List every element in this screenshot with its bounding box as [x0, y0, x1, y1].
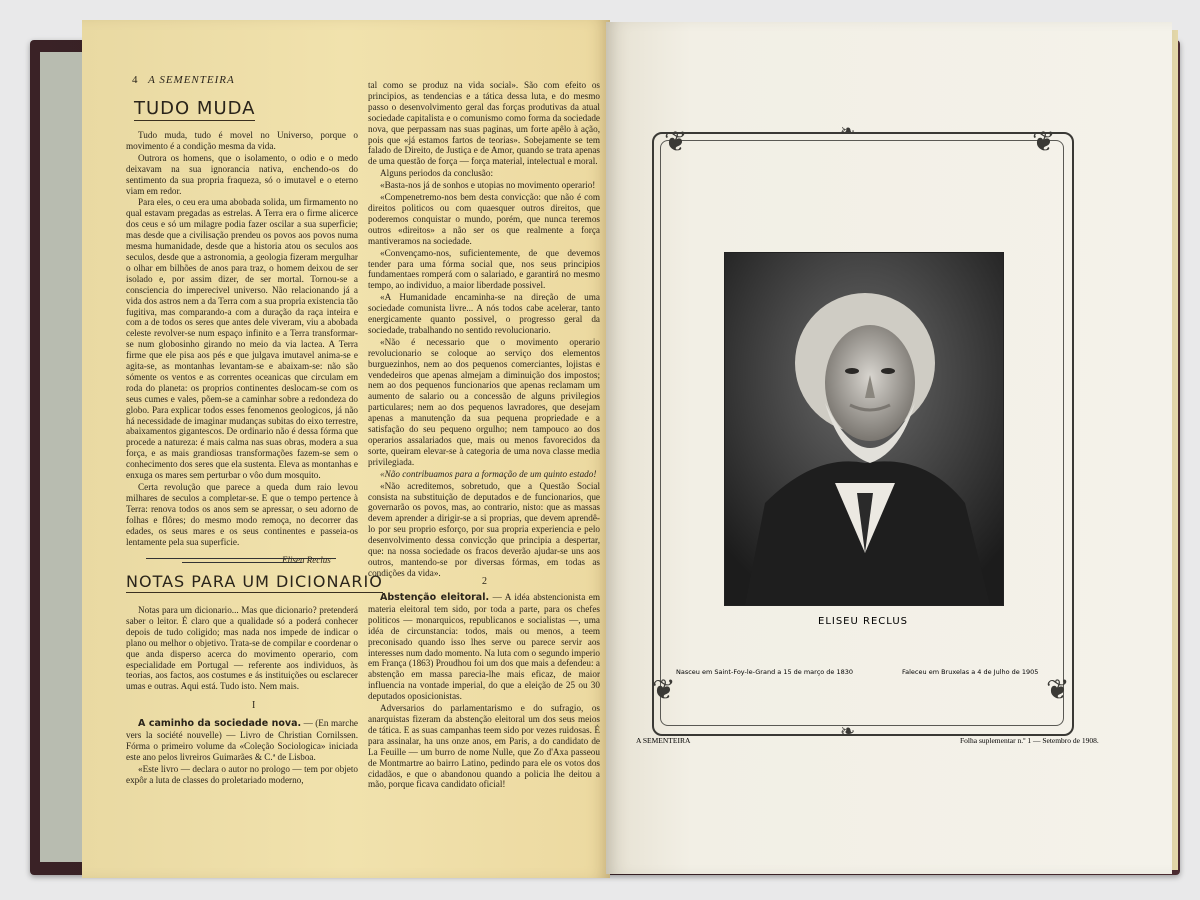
- died-note: Faleceu em Bruxelas a 4 de Julho de 1905: [902, 668, 1039, 676]
- entry-quote: «Este livro — declara o autor no prologo — tem por objeto expôr a luta de classes do proletariado moderno,: [126, 763, 358, 785]
- article-tudo-muda-body: [126, 130, 358, 548]
- paragraph: Outrora os homens, que o isolamento, o odio e o medo deixavam na sua ignorancia nativa, enchendo-os do sentimento da sua propria fraqueza, só o imutavel e o eterno viam em redor.: [126, 152, 358, 196]
- paragraph: Certa revolução que parece a queda dum raio levou milhares de seculos a completar-se. E que o tempo pertence à Terra: renova todos os anos sem se apressar, o seu adorno de folhas e flôres; do mesmo modo remoça, no decorrer das edades, os seus mares e os seus continentes e passeia-os lentamente pela sua superficie.: [126, 482, 358, 547]
- running-head: [132, 74, 235, 86]
- paragraph: tal como se produz na vida social». São com efeito os principios, as tendencias e a tática dessa luta, e do mesmo passo o desenvolvimento geral das forças produtivas da atual sociedade capitalista e o comunismo como forma da sociedade nova, que perpassam nas suas paginas, um forte apêlo à ação, pois que «já estamos fartos de teorias». Sobejamente se tem falado de Direito, de Justiça e de Amor, quando se trata apenas de uma questão de força — força material, intelectual e moral.: [368, 80, 600, 167]
- portrait-illustration: [725, 253, 1003, 605]
- paragraph: Para eles, o ceu era uma abobada solida, um firmamento no qual estavam pregadas as estrelas. A Terra era o firme alicerce dos ceus e só um milagre podia fazer oscilar a sua superficie; mas desde que a civilisação prendeu os povos aos povos numa mesma humanidade, desde que a historia atou os seculos aos seculos, desde que a astronomia, a geologia fizeram mergulhar o olhar em bilhões de anos para traz, o homem deixou de ser isolado e, por assim dizer, de ser mortal. Tornou-se a consciencia do imperecivel universo. Não relacionando já a vida dos astros nem a da Terra com a sua propria existencia tão fugitiva, mas comparando-a com a duração da raça inteira e com a de todos os seres que antes dele viveram, viu a abobada celeste revolver-se num espaço infinito e a Terra transformar-se num globosinho girando no meio da via lactea. A Terra firme que ele pisa aos pés e que julgava imutavel anima-se e agita-se, as montanhas levantam-se e abaixam-se: não são sómente os ventos e as correntes oceanicas que circulam em roda do planeta: os proprios continentes deslocam-se com os seus cumes e vales, põem-se a caminhar sobre a redondeza do globo. Para explicar todos esses fenomenos geologicos, já não há necessidade de imaginar mudanças subitas do eixo terrestre, abaixamentos gigantescos. De ordinario não é dessa fórma que procede a natureza: é mais calma nas suas obras, modera a sua força, e as mais grandiosas transformações fazem-se sem o conhecimento dos seres que ela sustenta. Eleva as montanhas e enxuga os mares sem perturbar o vôo dum mosquito.: [126, 197, 358, 481]
- paragraph: «Não acreditemos, sobretudo, que a Questão Social consista na substituição de deputados e de funcionarios, que governarão os povos, mas, ao contrario, nisto: que as massas devem aprender a dirigir-se a si proprias, que devem aprendê-lo por seu proprio esforço, por sua propria experiencia e pelo desenvolvimento dessa convicção que principia a despertar, que: na nossa sociedade os fracos deverão ajudar-se uns aos outros, mantendo-se por diversas fórmas, em todas as condições da vida».: [368, 480, 600, 578]
- article-title-notas: NOTAS PARA UM DICIONARIO: [126, 572, 383, 591]
- paragraph: «Basta-nos já de sonhos e utopias no movimento operario!: [380, 180, 596, 191]
- section-number: I: [252, 700, 256, 711]
- page-number: 4: [132, 74, 139, 86]
- footer-issue: Folha suplementar n.º 1 — Setembro de 1908.: [960, 736, 1099, 745]
- footer-journal: A SEMENTEIRA: [636, 736, 691, 745]
- paragraph: Adversarios do parlamentarismo e do sufragio, os anarquistas fizeram da abstenção eleitoral um dos seus meios de tática. E as suas campanhas teem sido por vezes ruidosas. É para assinalar, ha uns onze anos, em Paris, a do candidato de La Feuille — um burro de nome Nulle, que Zo d'Axa passeou de Montmartre ao bairro Latino, pedindo para ele os votos dos cidadãos, e que o abandonou quando a policia lhe deitou a mão, porque ficava candidato oficial!: [368, 703, 600, 790]
- born-note: Nasceu em Saint-Foy-le-Grand a 15 de março de 1830: [676, 668, 854, 676]
- paragraph: «A Humanidade encaminha-se na direção de uma sociedade comunista livre... A nós todos cabe acelerar, tanto energicamente quanto possivel, o progresso geral da sociedade, trabalhando no sentido revolucionario.: [368, 292, 600, 335]
- article-notas-intro: [126, 605, 358, 693]
- paragraph: Tudo muda, tudo é movel no Universo, porque o movimento é a condição mesma da vida.: [126, 130, 358, 151]
- corner-ornament-icon: ❦: [664, 125, 688, 158]
- entry-text: — (En marche vers la société nouvelle) — Livro de Christian Cornilssen. Fórma o primeiro volume da «Coleção Sociologica» iniciada este ano pelos livreiros Guimarães & C.ª de Lisboa.: [126, 718, 358, 762]
- paragraph: «Não é necessario que o movimento operario revolucionario se coloque ao serviço dos elementos burguezinhos, nem ao dos pequenos comerciantes, lojistas e vendedeiros que apenas almejam a diminuição dos impostos; nem ao dos pequenos funcionarios que apenas reclamam um aumento de salario ou a concessão de alguns privilegios particulares; nem ao dos pequenos lavradores, que desejam apenas a manutenção da sua pequena propriedade e a satisfação do seu pequeno orgulho; nem tampouco ao dos operarios assalariados que, mais ou menos favorecidos da sorte, queiram elevar-se à categoria de uma nova classe media privilegiada.: [368, 336, 600, 467]
- divider-rule: [182, 562, 302, 563]
- paragraph: «Compenetremo-nos bem desta convicção: que não é com direitos politicos ou com quaesquer outros direitos, que poderemos conquistar o mundo, porém, que nunca teremos outros «direitos» a não ser os que realmente a força mantiveramos na sociedade.: [368, 192, 600, 246]
- bottom-ornament-icon: ❧: [840, 721, 856, 742]
- top-ornament-icon: ❧: [840, 121, 856, 142]
- entry-text: — A idéa abstencionista em materia eleitoral tem sido, por toda a parte, para os chefes politicos — monarquicos, republicanos e socialistas —, uma idéa de circunstancia: todos, mais ou menos, a teem preconisado quando isso lhes serve ou parece servir aos interesses num dado momento. Na luta com o segundo imperio em França (1863) Proudhou foi um dos que mais a defendeu: a abstenção em massa parecia-lhe mais eficaz, de maior influencia na vontade imperial, do que a eleição de 25 ou 30 deputados oposicionistas.: [368, 592, 601, 702]
- portrait-caption: ELISEU RECLUS: [818, 616, 908, 627]
- article-title-tudo-muda: TUDO MUDA: [134, 98, 256, 119]
- entry-title: Abstenção eleitoral.: [380, 592, 490, 603]
- left-page: [82, 20, 610, 878]
- corner-ornament-icon: ❦: [1046, 673, 1070, 706]
- paragraph: Alguns periodos da conclusão:: [380, 168, 494, 179]
- corner-ornament-icon: ❦: [652, 673, 676, 706]
- paragraph: «Convençamo-nos, suficientemente, de que devemos tender para uma fórma social que, nos seus principios fundamentaes romperá com o salariado, e garantirá no mesmo tempo, ao individuo, a maior liberdade possivel.: [368, 247, 600, 291]
- corner-ornament-icon: ❦: [1032, 125, 1056, 158]
- entry-title: A caminho da sociedade nova.: [138, 718, 302, 729]
- entry-abstencao: [368, 592, 600, 791]
- journal-title: A SEMENTEIRA: [148, 74, 235, 86]
- portrait-photo: [724, 252, 1004, 606]
- paragraph: Notas para um dicionario... Mas que dicionario? pretenderá saber o leitor. É claro que a qualidade só a poderá conhecer depois de tudo coligido; mas nada nos impede de indicar o plano ou melhor o objetivo. Trata-se de compilar e coordenar o que anda disperso acerca do movimento operario, com especialidade em Portugal — referente aos individuos, às teorias, aos factos, aos costumes e ás instituições ou esclarecer umas e outras. Aqui está. Tudo isto. Nem mais.: [126, 605, 358, 692]
- right-column: [368, 80, 600, 580]
- signature: Eliseu Reclus: [282, 555, 331, 565]
- divider-rule: [146, 558, 336, 559]
- section-number-2: 2: [482, 576, 487, 587]
- paragraph: «Não contribuamos para a formação de um quinto estado!: [380, 468, 597, 479]
- entry-caminho: [126, 718, 358, 786]
